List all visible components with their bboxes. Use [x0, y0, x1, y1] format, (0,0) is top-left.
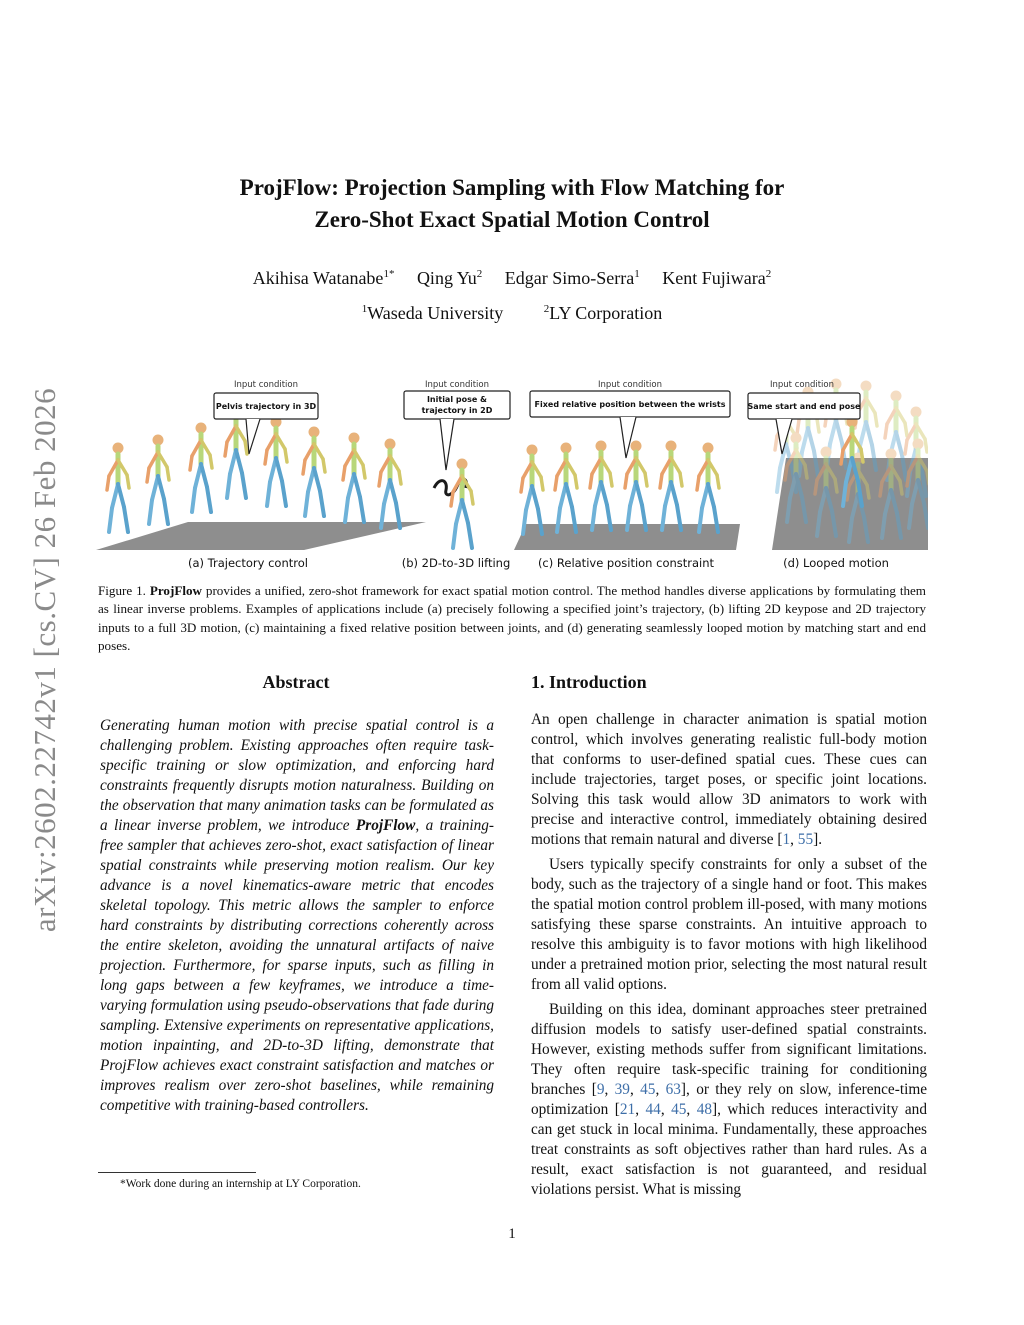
panel-sublabel: (b) 2D-to-3D lifting: [401, 556, 511, 570]
abstract-heading: Abstract: [262, 672, 330, 692]
caption-method-name: ProjFlow: [149, 583, 202, 598]
author: Kent Fujiwara$^2$: [662, 268, 772, 288]
author: Akihisa Watanabe$^{1*}$: [252, 268, 395, 288]
paper-title: [100, 172, 924, 236]
abstract-body: Generating human motion with precise spatial control is a challenging problem. Existing approaches often require task-specific training or slow optimization, and enforcing hard constraints frequently disrupts motion naturalness. Building on the observation that many animation tasks can be formulated as a linear inverse problem, we introduce ProjFlow, a training-free sampler that achieves zero-shot, exact satisfaction of linear spatial constraints while preserving motion realism. Our key advance is a novel kinematics-aware metric that encodes skeletal topology. This metric allows the sampler to enforce hard constraints by distributing corrections coherently across the entire skeleton, avoiding the unnatural artifacts of naive projection. Furthermore, for sparse inputs, such as filling in long gaps between a few keyframes, we introduce a time-varying formulation using pseudo-observations that fade during sampling. Extensive experiments on representative applications, motion inpainting, and 2D-to-3D lifting, demonstrate that ProjFlow achieves exact constraint satisfaction and matches or improves realism over zero-shot baselines, while remaining competitive with training-based controllers.: [100, 717, 494, 1114]
paragraph: Building on this idea, dominant approaches steer pretrained diffusion models to satisfy user-defined spatial constraints. However, existing methods suffer from significant limitations. They often require task-specific training for conditioning branches [9, 39, 45, 63], or they rely on slow, inference-time optimization [21, 44, 45, 48], which reduces interactivity and can get stuck in local minima. Fundamentally, these approaches treat constraints as soft objectives rather than hard rules. As a result, exact satisfaction is not guaranteed, and residual violations persist. What is missing: [531, 1001, 928, 1198]
input-condition-label: Input condition: [597, 380, 663, 390]
panel-sublabel: (c) Relative position constraint: [537, 556, 715, 570]
arxiv-identifier: arXiv:2602.22742v1 [cs.CV] 26 Feb 2026: [27, 387, 62, 933]
affiliation: $^2$LY Corporation: [543, 303, 663, 323]
citation-link[interactable]: 21: [619, 1101, 636, 1118]
input-condition-label: Input condition: [769, 380, 835, 390]
panel-b-2d-to-3d-lifting: [402, 380, 511, 570]
condition-box-text: Same start and end pose: [747, 402, 861, 411]
introduction-body: [531, 710, 927, 1205]
citation-link[interactable]: 39: [614, 1081, 630, 1098]
citation-link[interactable]: 9: [596, 1081, 605, 1098]
citation-link[interactable]: 55: [797, 831, 814, 848]
citation-link[interactable]: 44: [645, 1101, 661, 1118]
condition-box-text: Fixed relative position between the wrists: [534, 400, 726, 409]
ground-plane: [96, 522, 426, 550]
teaser-figure: [96, 372, 928, 572]
condition-box-line-1: Initial pose &: [426, 395, 488, 404]
citation-link[interactable]: 1: [782, 831, 791, 848]
input-condition-label: Input condition: [424, 380, 490, 390]
arxiv-sidebar: [0, 340, 90, 980]
introduction-heading: 1. Introduction: [531, 672, 647, 692]
author: Qing Yu$^2$: [416, 268, 483, 288]
figure-caption: [98, 582, 926, 655]
caption-label: Figure 1.: [98, 583, 146, 598]
footnote-divider: [98, 1172, 256, 1173]
title-line-2: Zero-Shot Exact Spatial Motion Control: [314, 207, 710, 232]
panel-a-trajectory-control: [96, 380, 426, 570]
panel-sublabel: (a) Trajectory control: [188, 556, 308, 570]
panel-d-looped-motion: [748, 379, 928, 571]
citation-link[interactable]: 45: [671, 1101, 687, 1118]
panel-sublabel: (d) Looped motion: [783, 556, 889, 570]
panel-c-relative-position: [514, 380, 740, 570]
caption-text: provides a unified, zero-shot framework for exact spatial motion control. The method handles diverse applications by formulating them as linear inverse problems. Examples of applications include (a) precisely following a specified joint’s trajectory, (b) lifting 2D keypose and 2D trajectory inputs to a full 3D motion, (c) maintaining a fixed relative position between joints, and (d) generating seamlessly looped motion by matching start and end poses.: [98, 583, 926, 653]
footnote: *Work done during an internship at LY Corporation.: [120, 1178, 361, 1190]
paragraph: Users typically specify constraints for only a subset of the body, such as the trajectory of a single hand or foot. This makes the spatial motion control problem ill-posed, with many motions satisfying these sparse constraints. An intuitive approach to resolve this ambiguity is to favor motions with high likelihood under a pretrained motion prior, selecting the most natural result from all valid options.: [531, 856, 927, 993]
author-list: [100, 268, 924, 289]
condition-box-text: Pelvis trajectory in 3D: [215, 402, 317, 411]
input-condition-label: Input condition: [233, 380, 299, 390]
page-number: 1: [508, 1226, 516, 1242]
abstract-method-name: ProjFlow: [355, 817, 416, 834]
citation-link[interactable]: 48: [696, 1101, 713, 1118]
author: Edgar Simo-Serra$^1$: [504, 268, 640, 288]
citation-link[interactable]: 45: [640, 1081, 656, 1098]
condition-box-line-2: trajectory in 2D: [421, 406, 493, 415]
paragraph: An open challenge in character animation is spatial motion control, which involves generating realistic full-body motion that conforms to user-defined spatial cues. These cues can include trajectories, target poses, or specific joint locations. Solving this task would allow 3D animators to work with precise and interactive control, immediately obtaining desired motions that remain natural and diverse [1, 55].: [531, 711, 927, 848]
citation-link[interactable]: 63: [665, 1081, 681, 1098]
affiliation: $^1$Waseda University: [361, 303, 504, 323]
title-line-1: ProjFlow: Projection Sampling with Flow Matching for: [239, 175, 785, 200]
affiliation-list: [100, 303, 924, 324]
